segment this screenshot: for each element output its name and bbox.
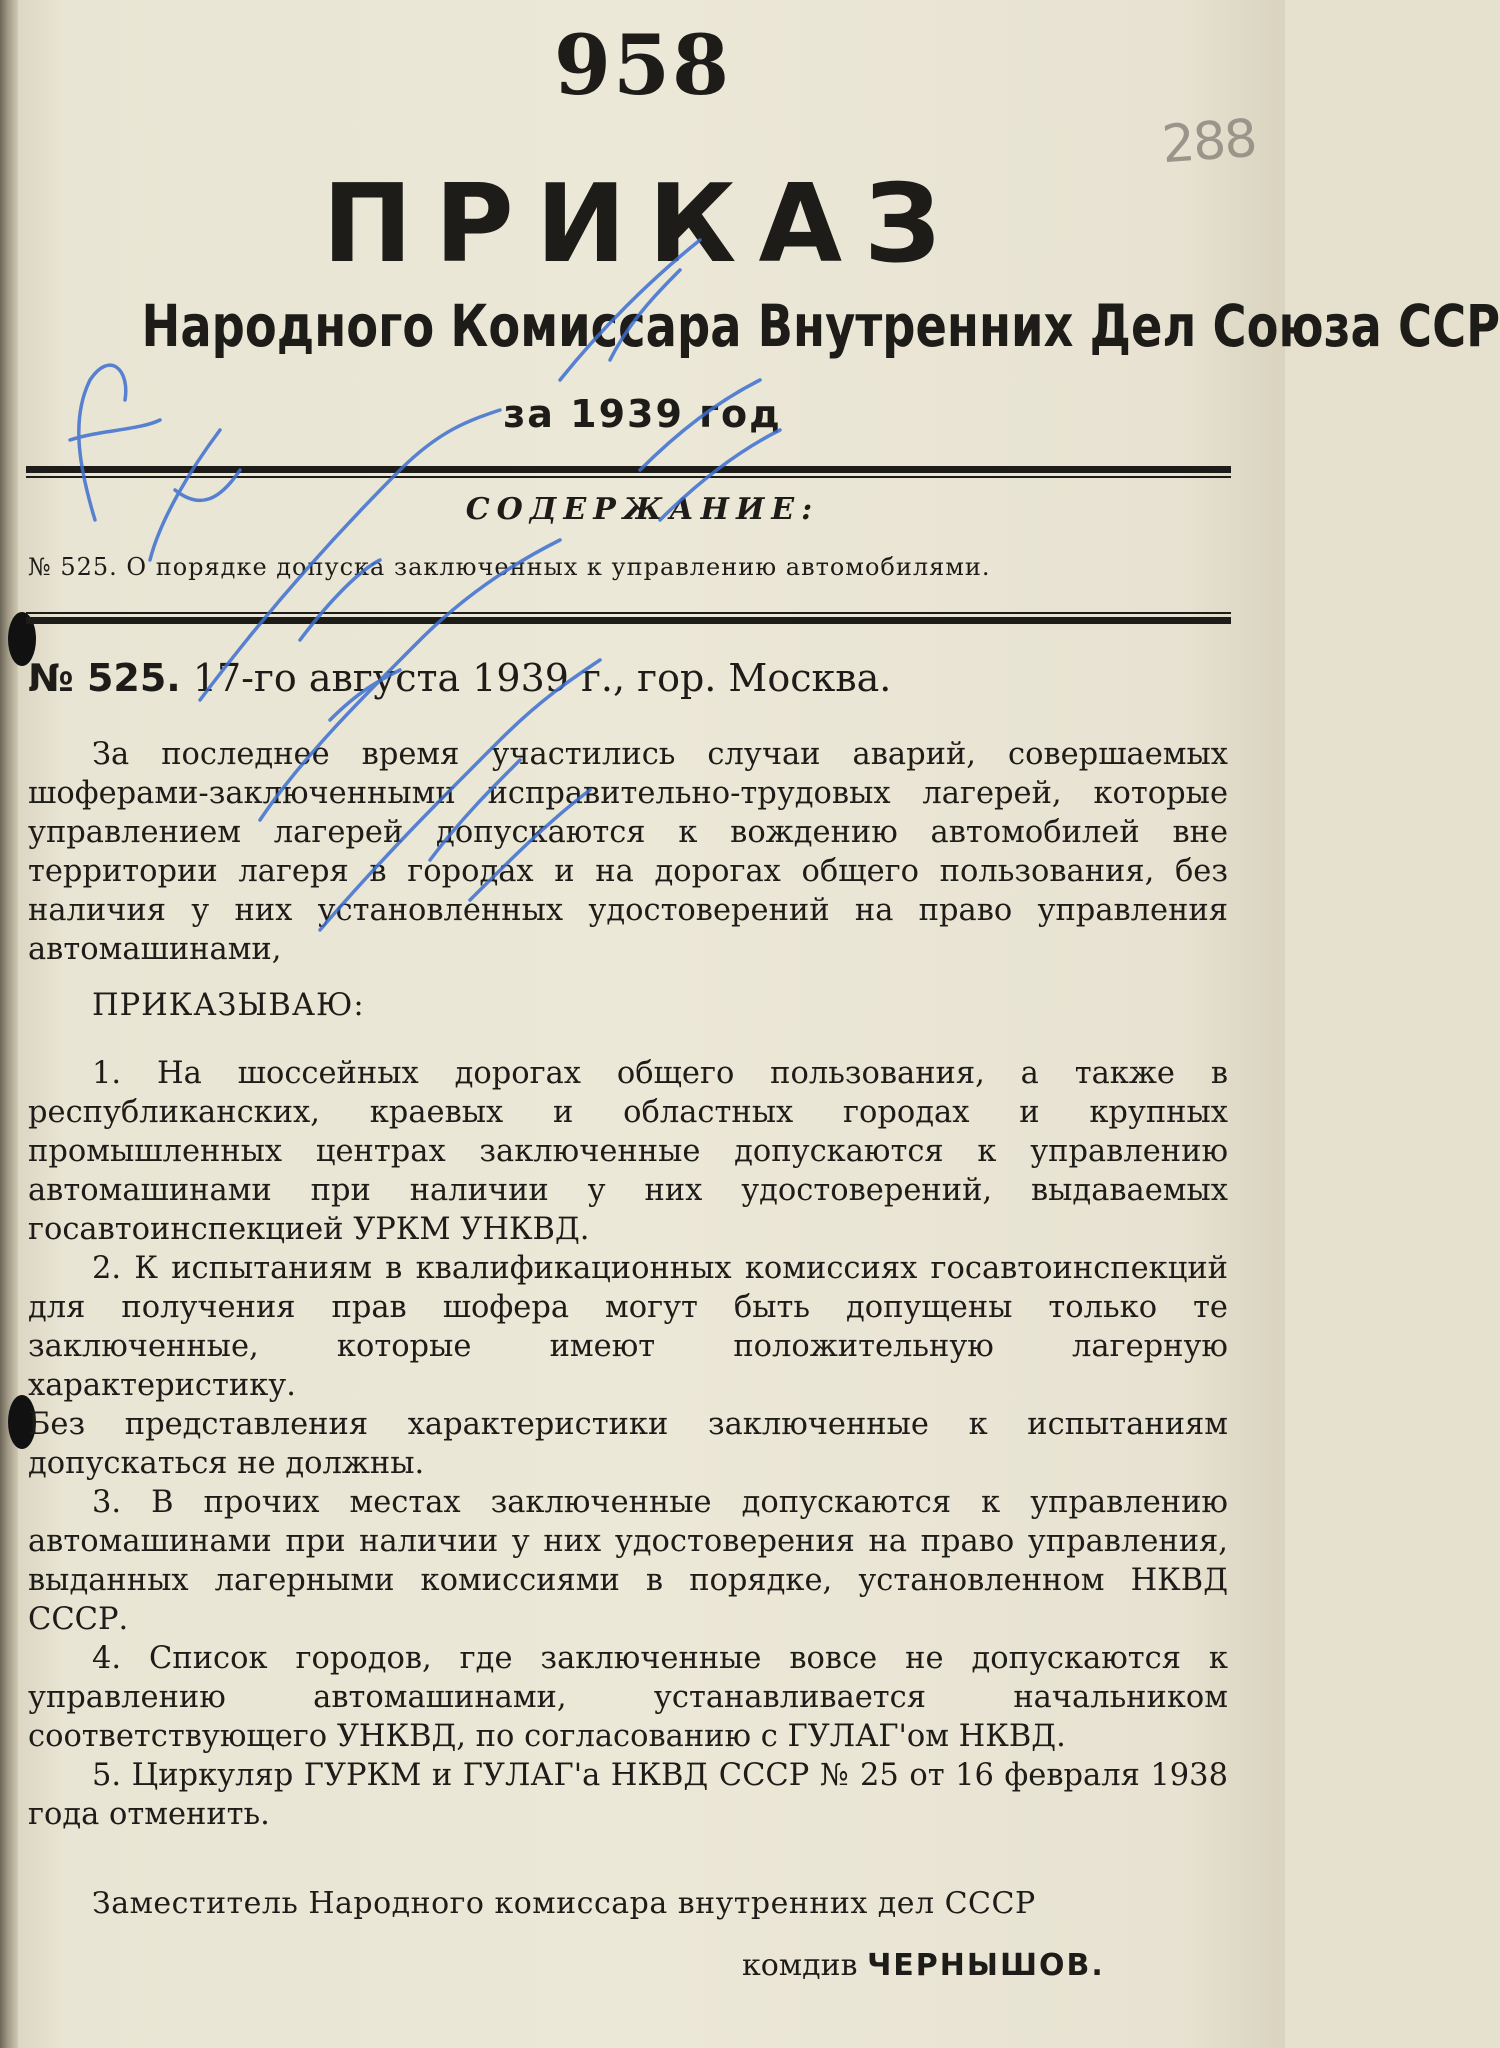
divider <box>26 466 1231 473</box>
binding-spine <box>0 0 18 2048</box>
contents-item: № 525. О порядке допуска заключенных к управлению автомобилями. <box>28 553 991 581</box>
document-title: ПРИКАЗ <box>322 162 963 287</box>
order-item: 5. Циркуляр ГУРКМ и ГУЛАГ'а НКВД СССР № 25 от 16 февраля 1938 года отменить. <box>28 1758 1228 1832</box>
divider <box>26 612 1231 614</box>
issue-number: 958 <box>553 18 732 114</box>
issuer-line: Народного Комиссара Внутренних Дел Союза ССР <box>141 292 1500 360</box>
order-item: Без представления характеристики заключенные к испытаниям допускаться не должны. <box>28 1407 1228 1481</box>
order-item: 3. В прочих местах заключенные допускаются к управлению автомашинами при наличии у них удостоверения на право управления, выданных лагерными комиссиями в порядке, установленном НКВД СССР. <box>28 1485 1228 1637</box>
decree-word: ПРИКАЗЫВАЮ: <box>92 988 365 1023</box>
order-item: 4. Список городов, где заключенные вовсе не допускаются к управлению автомашинами, устанавливается начальником соответствующего УНКВД, по согласованию с ГУЛАГ'ом НКВД. <box>28 1641 1228 1754</box>
signature-rank: комдив <box>742 1948 858 1983</box>
divider <box>26 476 1231 478</box>
archive-page-number: 288 <box>1159 108 1257 176</box>
order-item: 1. На шоссейных дорогах общего пользования, а также в республиканских, краевых и областных городах и крупных промышленных центрах заключенные допускаются к управлению автомашинами при наличии у них удостоверений, выдаваемых госавтоинспекцией УРКМ УНКВД. <box>28 1056 1228 1247</box>
year-line: за 1939 год <box>503 392 782 436</box>
order-number: № 525. <box>28 656 181 700</box>
signature-name <box>742 1948 1105 1983</box>
signature-surname: ЧЕРНЫШОВ. <box>867 1948 1105 1983</box>
divider <box>26 617 1231 624</box>
contents-heading: СОДЕРЖАНИЕ: <box>465 492 820 527</box>
order-item: 2. К испытаниям в квалификационных комиссиях госавтоинспекций для получения прав шофера могут быть допущены только те заключенные, которые имеют положительную лагерную характеристику. <box>28 1251 1228 1403</box>
order-date-place: 17-го августа 1939 г., гор. Москва. <box>192 656 892 700</box>
order-preamble: За последнее время участились случаи аварий, совершаемых шоферами-заключенными исправительно-трудовых лагерей, которые управлением лагерей допускаются к вождению автомобилей вне территории лагеря в городах и на дорогах общего пользования, без наличия у них установленных удостоверений на право управления автомашинами, <box>28 737 1228 967</box>
order-header <box>28 656 891 700</box>
signature-title: Заместитель Народного комиссара внутренних дел СССР <box>92 1886 1036 1921</box>
